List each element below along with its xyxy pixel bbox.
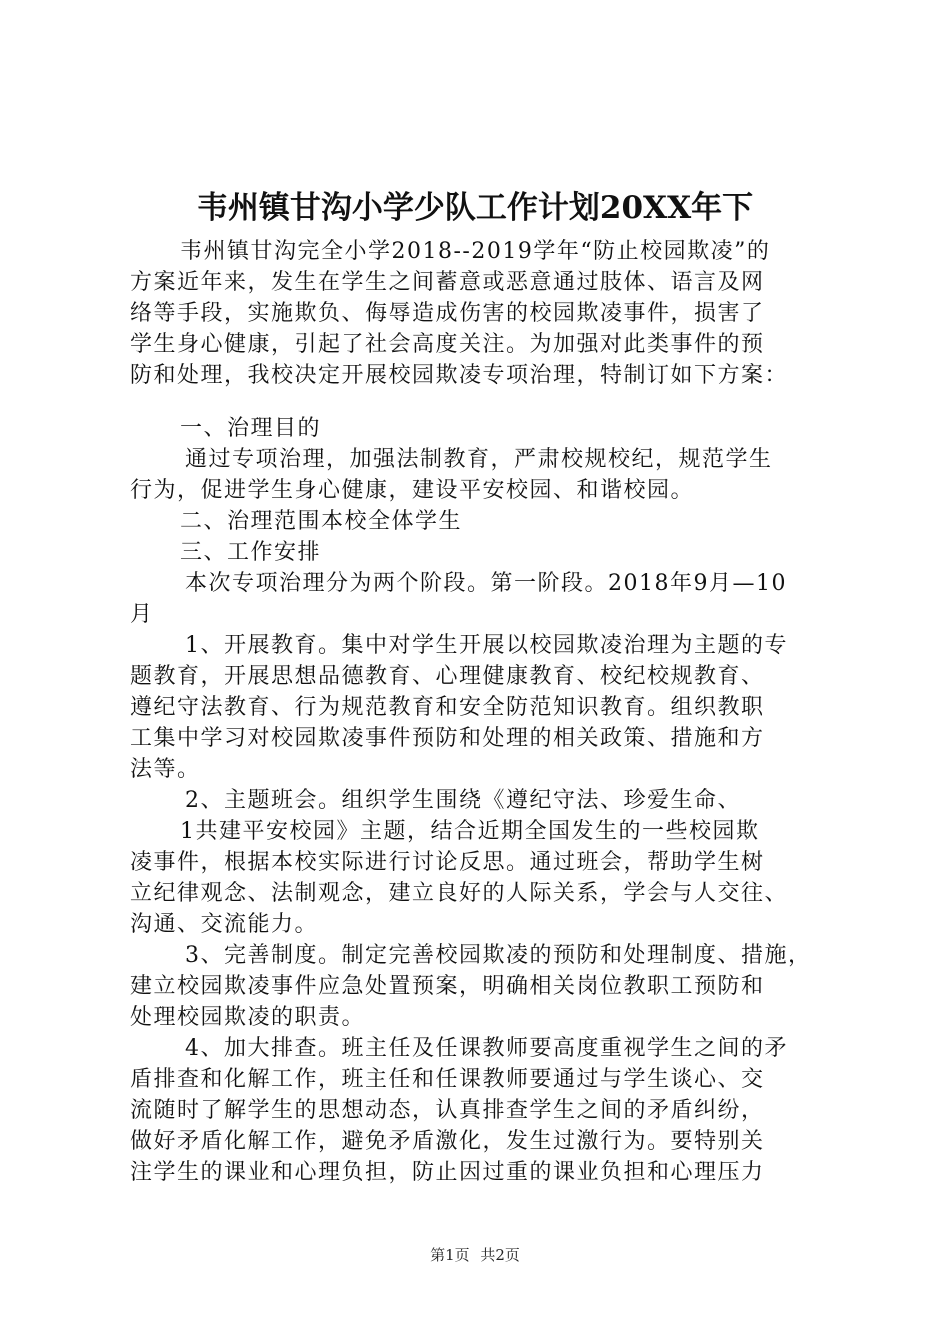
paragraph-line: 题教育，开展思想品德教育、心理健康教育、校纪校规教育、 xyxy=(130,664,765,689)
document-title: 韦州镇甘沟小学少队工作计划20XX年下 xyxy=(196,190,754,226)
paragraph-line: 络等手段，实施欺负、侮辱造成伤害的校园欺凌事件，损害了 xyxy=(130,301,765,326)
section-heading: 一、治理目的 xyxy=(180,416,322,441)
paragraph-line: 法等。 xyxy=(130,757,201,782)
paragraph-line: 月 xyxy=(130,602,154,627)
paragraph-line: 4、加大排查。班主任及任课教师要高度重视学生之间的矛 xyxy=(185,1036,788,1061)
paragraph-line: 注学生的课业和心理负担，防止因过重的课业负担和心理压力 xyxy=(130,1160,765,1185)
paragraph-line: 立纪律观念、法制观念，建立良好的人际关系，学会与人交往、 xyxy=(130,881,789,906)
paragraph-line: 2、主题班会。组织学生围绕《遵纪守法、珍爱生命、 xyxy=(185,788,741,813)
paragraph-line: 做好矛盾化解工作，避免矛盾激化，发生过激行为。要特别关 xyxy=(130,1129,765,1154)
paragraph-line: 防和处理，我校决定开展校园欺凌专项治理，特制订如下方案： xyxy=(130,363,789,388)
section-heading: 三、工作安排 xyxy=(180,540,322,565)
paragraph-line: 韦州镇甘沟完全小学2018--2019学年“防止校园欺凌”的 xyxy=(180,239,771,264)
page-total: 共2页 xyxy=(480,1246,520,1264)
paragraph-line: 1、开展教育。集中对学生开展以校园欺凌治理为主题的专 xyxy=(185,633,788,658)
paragraph-line: 通过专项治理，加强法制教育，严肃校规校纪，规范学生 xyxy=(185,447,773,472)
paragraph-line: 处理校园欺凌的职责。 xyxy=(130,1005,366,1030)
paragraph-line: 工集中学习对校园欺凌事件预防和处理的相关政策、措施和方 xyxy=(130,726,765,751)
paragraph-line: 本次专项治理分为两个阶段。第一阶段。2018年9月—10 xyxy=(185,571,787,596)
paragraph-line: 凌事件，根据本校实际进行讨论反思。通过班会，帮助学生树 xyxy=(130,850,765,875)
document-body xyxy=(130,236,830,1188)
paragraph-line: 3、完善制度。制定完善校园欺凌的预防和处理制度、措施， xyxy=(185,943,812,968)
paragraph-line: 流随时了解学生的思想动态，认真排查学生之间的矛盾纠纷， xyxy=(130,1098,765,1123)
paragraph-line: 沟通、交流能力。 xyxy=(130,912,319,937)
paragraph-line: 遵纪守法教育、行为规范教育和安全防范知识教育。组织教职 xyxy=(130,695,765,720)
paragraph-line: 方案近年来，发生在学生之间蓄意或恶意通过肢体、语言及网 xyxy=(130,270,765,295)
paragraph-line: 行为，促进学生身心健康，建设平安校园、和谐校园。 xyxy=(130,478,695,503)
paragraph-line: 学生身心健康，引起了社会高度关注。为加强对此类事件的预 xyxy=(130,332,765,357)
page-number: 第1页 xyxy=(430,1246,470,1264)
section-heading: 二、治理范围本校全体学生 xyxy=(180,509,463,534)
paragraph-line: 盾排查和化解工作，班主任和任课教师要通过与学生谈心、交 xyxy=(130,1067,765,1092)
paragraph-line: 1共建平安校园》主题，结合近期全国发生的一些校园欺 xyxy=(180,819,760,844)
page-footer xyxy=(0,1245,950,1265)
paragraph-line: 建立校园欺凌事件应急处置预案，明确相关岗位教职工预防和 xyxy=(130,974,765,999)
